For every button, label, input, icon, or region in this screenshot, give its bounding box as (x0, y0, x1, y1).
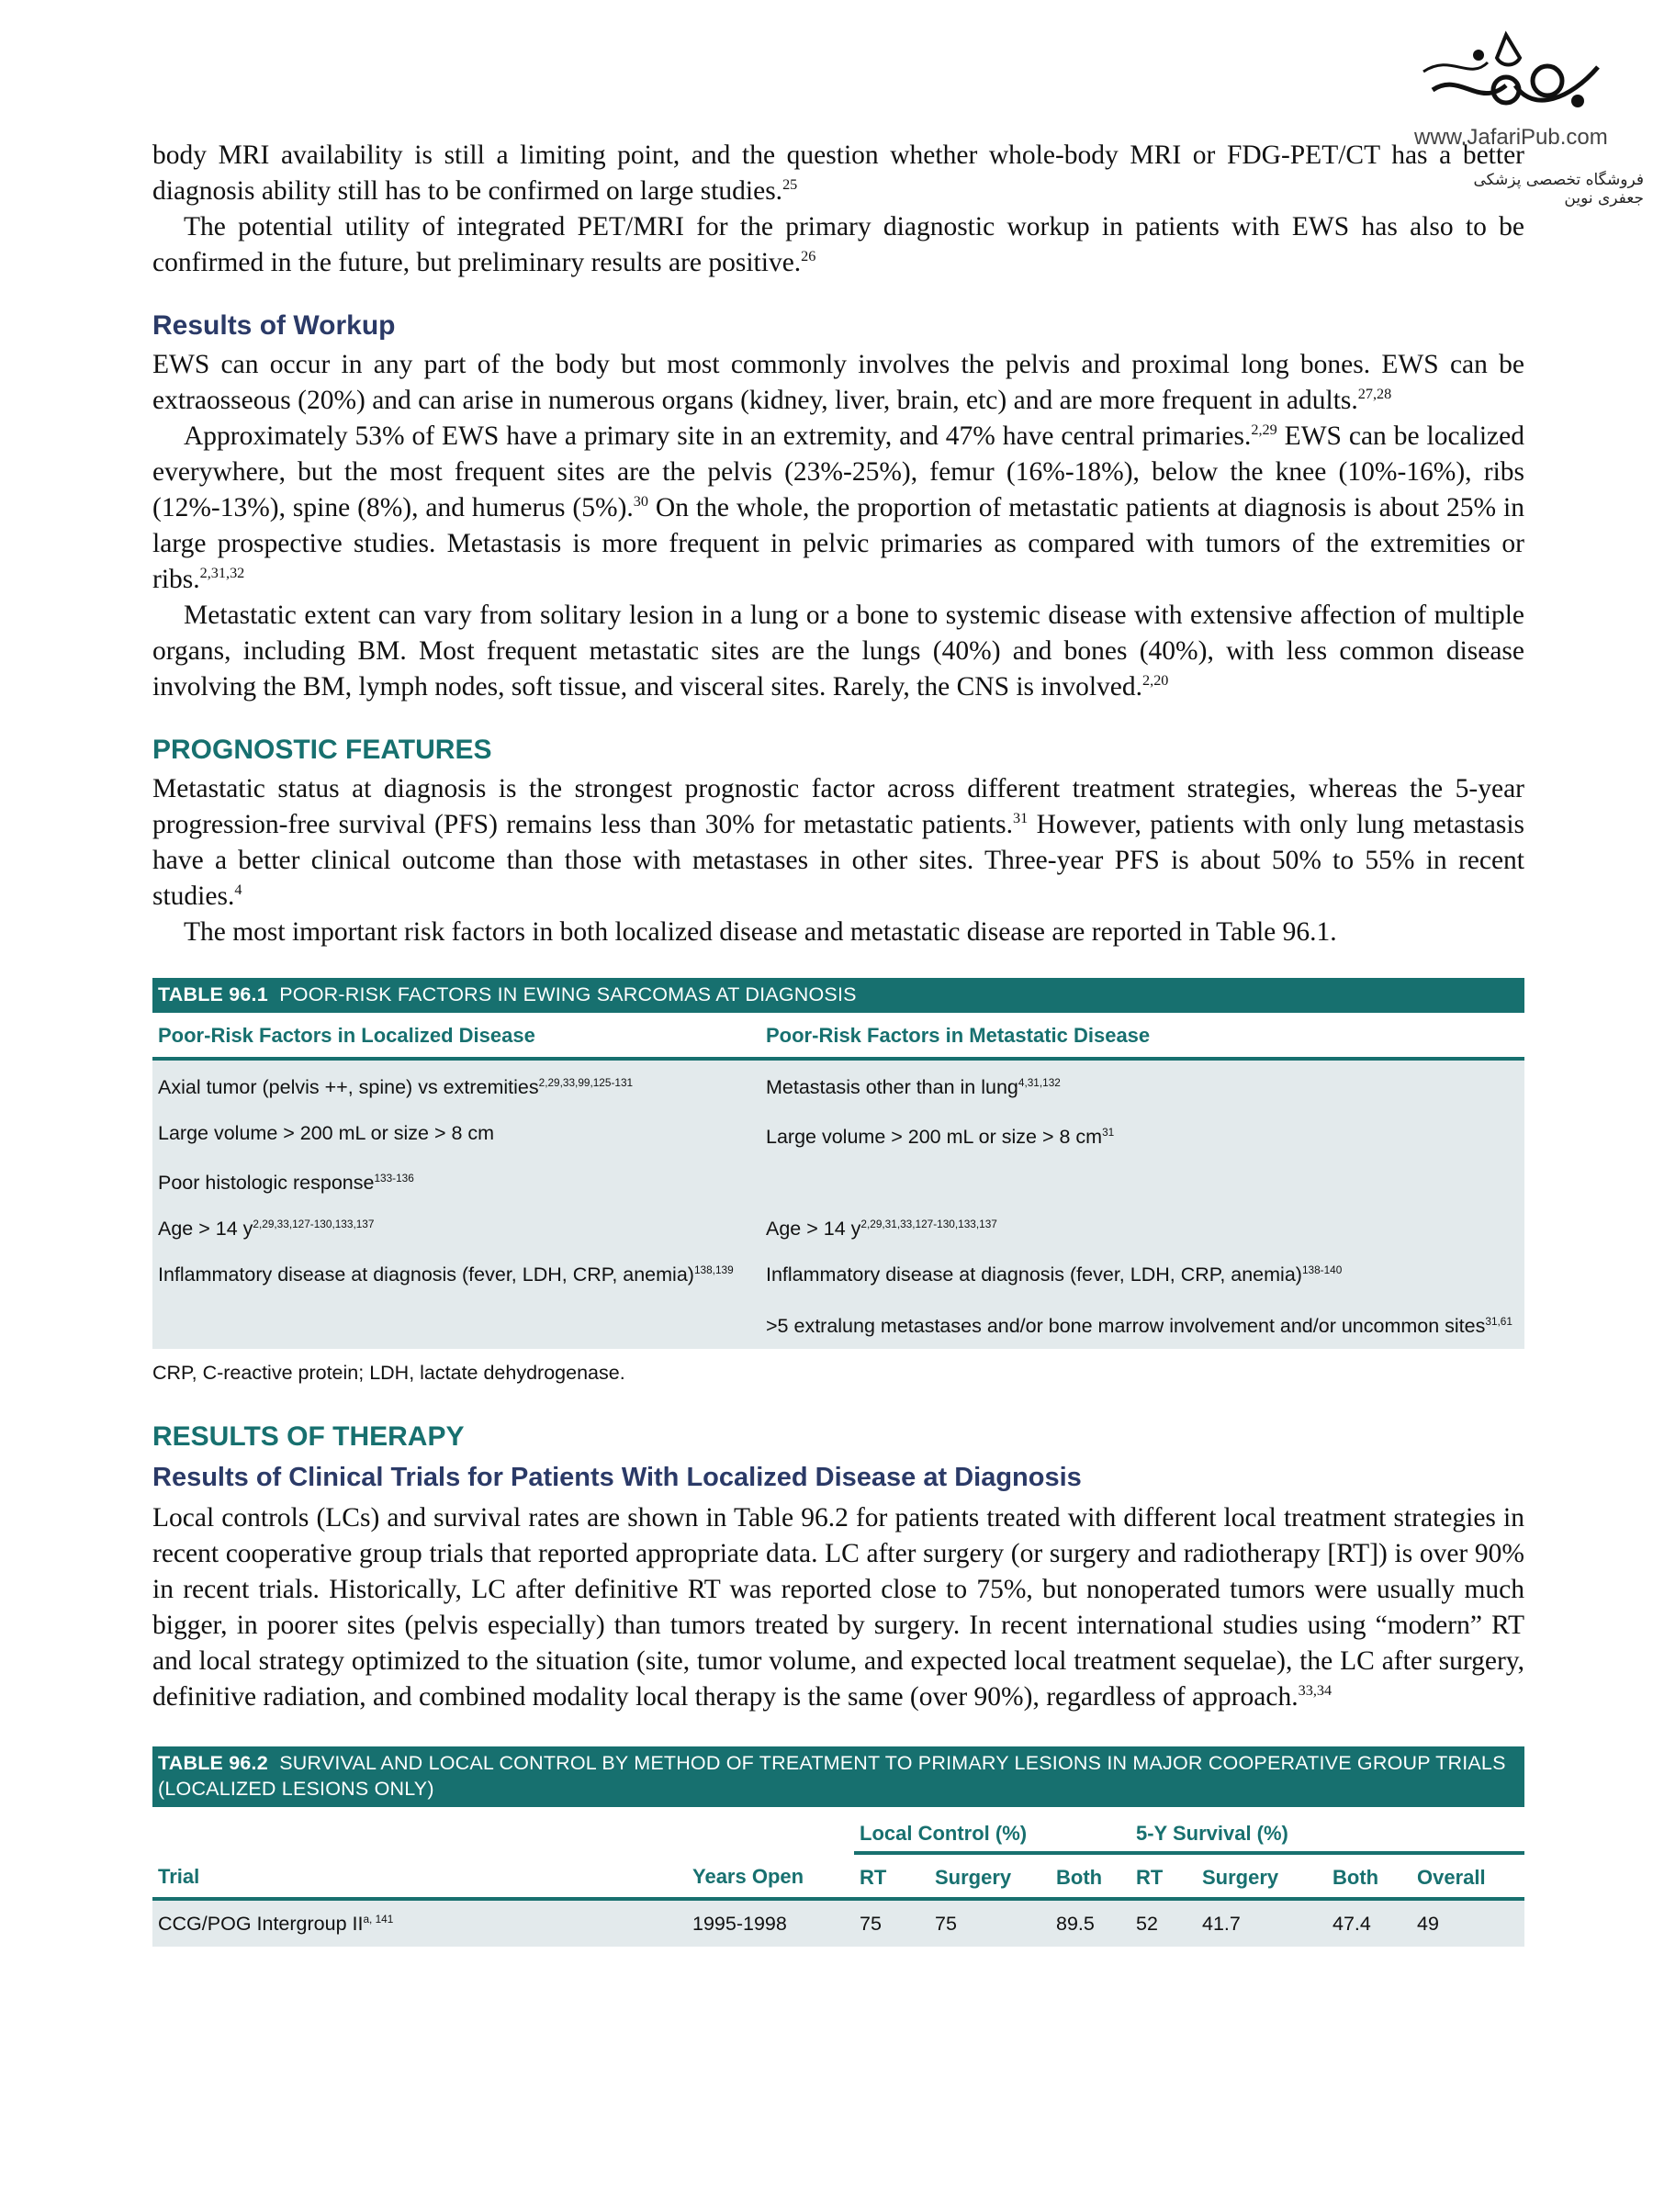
column-header: RT (1136, 1866, 1164, 1889)
group-header-local-control: Local Control (%) (854, 1807, 1130, 1853)
column-header: Both (1333, 1866, 1379, 1889)
intro-section (152, 138, 1524, 281)
watermark-url: www.JafariPub.com (1414, 125, 1608, 150)
paragraph: Approximately 53% of EWS have a primary site in an extremity, and 47% have central primaries.$^{2,29}$ EWS can be localized everywhere, but the most frequent sites are the pelvis (23%-25%), femur (16%-18%), below the knee (10%-16%), ribs (12%-13%), spine (8%), and humerus (5%).$^{30}$ On the whole, the proportion of metastatic patients at diagnosis is about 25% in large prospective studies. Metastasis is more frequent in pelvic primaries as compared with tumors of the extremities or ribs.$^{2,31,32}$ (152, 421, 1524, 594)
section-heading-results-of-workup: Results of Workup (152, 310, 396, 341)
paragraph: The potential utility of integrated PET/MRI for the primary diagnostic workup in patients with EWS has also to be confirmed in the future, but preliminary results are positive.$^{26}$ (152, 212, 1524, 277)
column-header: Surgery (1202, 1866, 1279, 1889)
column-header: Trial (158, 1865, 200, 1888)
table-row: Axial tumor (pelvis ++, spine) vs extremities$^{2,29,33,99,125-131}$ Metastasis other than in lung$^{4,31,132}$ (158, 1075, 1061, 1098)
column-header: Poor-Risk Factors in Metastatic Disease (766, 1024, 1151, 1047)
section-heading-prognostic-features: PROGNOSTIC FEATURES (152, 735, 492, 765)
paragraph: The most important risk factors in both localized disease and metastatic disease are reported in Table 96.1. (184, 917, 1337, 947)
table-title: TABLE 96.1 POOR-RISK FACTORS IN EWING SARCOMAS AT DIAGNOSIS (152, 978, 1524, 1013)
paragraph: body MRI availability is still a limiting point, and the question whether whole-body MRI or FDG-PET/CT has a better diagnosis ability still has to be confirmed on large studies.$^{25}$ (152, 140, 1524, 206)
subsection-heading: Results of Clinical Trials for Patients With Localized Disease at Diagnosis (152, 1463, 1082, 1492)
section-heading-results-of-therapy: RESULTS OF THERAPY (152, 1421, 465, 1452)
table-96-2 (152, 1746, 1524, 1947)
group-header-survival: 5-Y Survival (%) (1130, 1807, 1524, 1853)
table-footnote: CRP, C-reactive protein; LDH, lactate dehydrogenase. (152, 1362, 625, 1384)
survival-local-control-table (152, 1807, 1524, 1947)
prognostic-features-body (152, 771, 1524, 950)
column-header: RT (860, 1866, 887, 1889)
watermark-tagline: فروشگاه تخصصی پزشکی جعفری نوین (1473, 171, 1644, 208)
paragraph: Metastatic status at diagnosis is the strongest prognostic factor across different treatment strategies, whereas the 5-year progression-free survival (PFS) remains less than 30% for metastatic patients.$^{31}$ However, patients with only lung metastasis have a better clinical outcome than those with metastases in other sites. Three-year PFS is about 50% to 55% in recent studies.$^4$ (152, 774, 1524, 911)
table-row: Age > 14 $y^{2,29,33,127-130,133,137}$ Age > 14 $y^{2,29,31,33,127-130,133,137}$ (158, 1217, 997, 1240)
table-title: TABLE 96.2 SURVIVAL AND LOCAL CONTROL BY METHOD OF TREATMENT TO PRIMARY LESIONS IN MAJOR COOPERATIVE GROUP TRIALS (LOCALIZED LESIONS ONLY) (152, 1746, 1524, 1807)
results-of-therapy-body (152, 1500, 1524, 1715)
column-header: Years Open (692, 1865, 804, 1888)
paragraph: Metastatic extent can vary from solitary lesion in a lung or a bone to systemic disease with extensive affection of multiple organs, including BM. Most frequent metastatic sites are the lungs (40%) and bones (40%), with less common disease involving the BM, lymph nodes, soft tissue, and visceral sites. Rarely, the CNS is involved.$^{2,20}$ (152, 601, 1524, 702)
table-row: Poor histologic response$^{133-136}$ (158, 1171, 414, 1194)
column-header: Both (1056, 1866, 1103, 1889)
paragraph: Local controls (LCs) and survival rates are shown in Table 96.2 for patients treated with different local treatment strategies in recent cooperative group trials that reported appropriate data. LC after surgery (or surgery and radiotherapy [RT]) is over 90% in recent trials. Historically, LC after definitive RT was reported close to 75%, but nonoperated tumors were usually much bigger, in poorer sites (pelvis especially) than tumors treated by surgery. In recent international studies using “modern” RT and local strategy optimized to the situation (site, tumor volume, and expected local treatment sequelae), the LC after surgery, definitive radiation, and combined modality local therapy is the same (over 90%), regardless of approach.$^{33,34}$ (152, 1503, 1524, 1712)
table-row: Large volume > 200 mL or size > 8 cm Large volume > 200 mL or size > 8 $cm^{31}$ (158, 1122, 1115, 1148)
column-header: Overall (1417, 1866, 1486, 1889)
paragraph: EWS can occur in any part of the body but most commonly involves the pelvis and proximal long bones. EWS can be extraosseous (20%) and can arise in numerous organs (kidney, liver, brain, etc) and are more frequent in adults.$^{27,28}$ (152, 350, 1524, 415)
column-header: Poor-Risk Factors in Localized Disease (158, 1024, 535, 1047)
column-header: Surgery (935, 1866, 1012, 1889)
table-row: Inflammatory disease at diagnosis (fever, LDH, CRP, anemia)$^{138,139}$ Inflammatory disease at diagnosis (fever, LDH, CRP, anemia)$^{138-140}$ (158, 1263, 1343, 1286)
document-page (152, 138, 1524, 1947)
table-96-1 (152, 978, 1524, 1385)
table-row: CCG/POG Intergroup II$^{a, 141}$ 1995-1998 75 75 89.5 52 41.7 47.4 49 (158, 1912, 1439, 1935)
risk-factors-table (152, 1013, 1524, 1349)
table-row: >5 extralung metastases and/or bone marrow involvement and/or uncommon sites$^{31,61}$ (766, 1314, 1512, 1337)
jafari-calligraphy-logo-icon (1414, 17, 1616, 122)
results-of-workup-body (152, 347, 1524, 705)
